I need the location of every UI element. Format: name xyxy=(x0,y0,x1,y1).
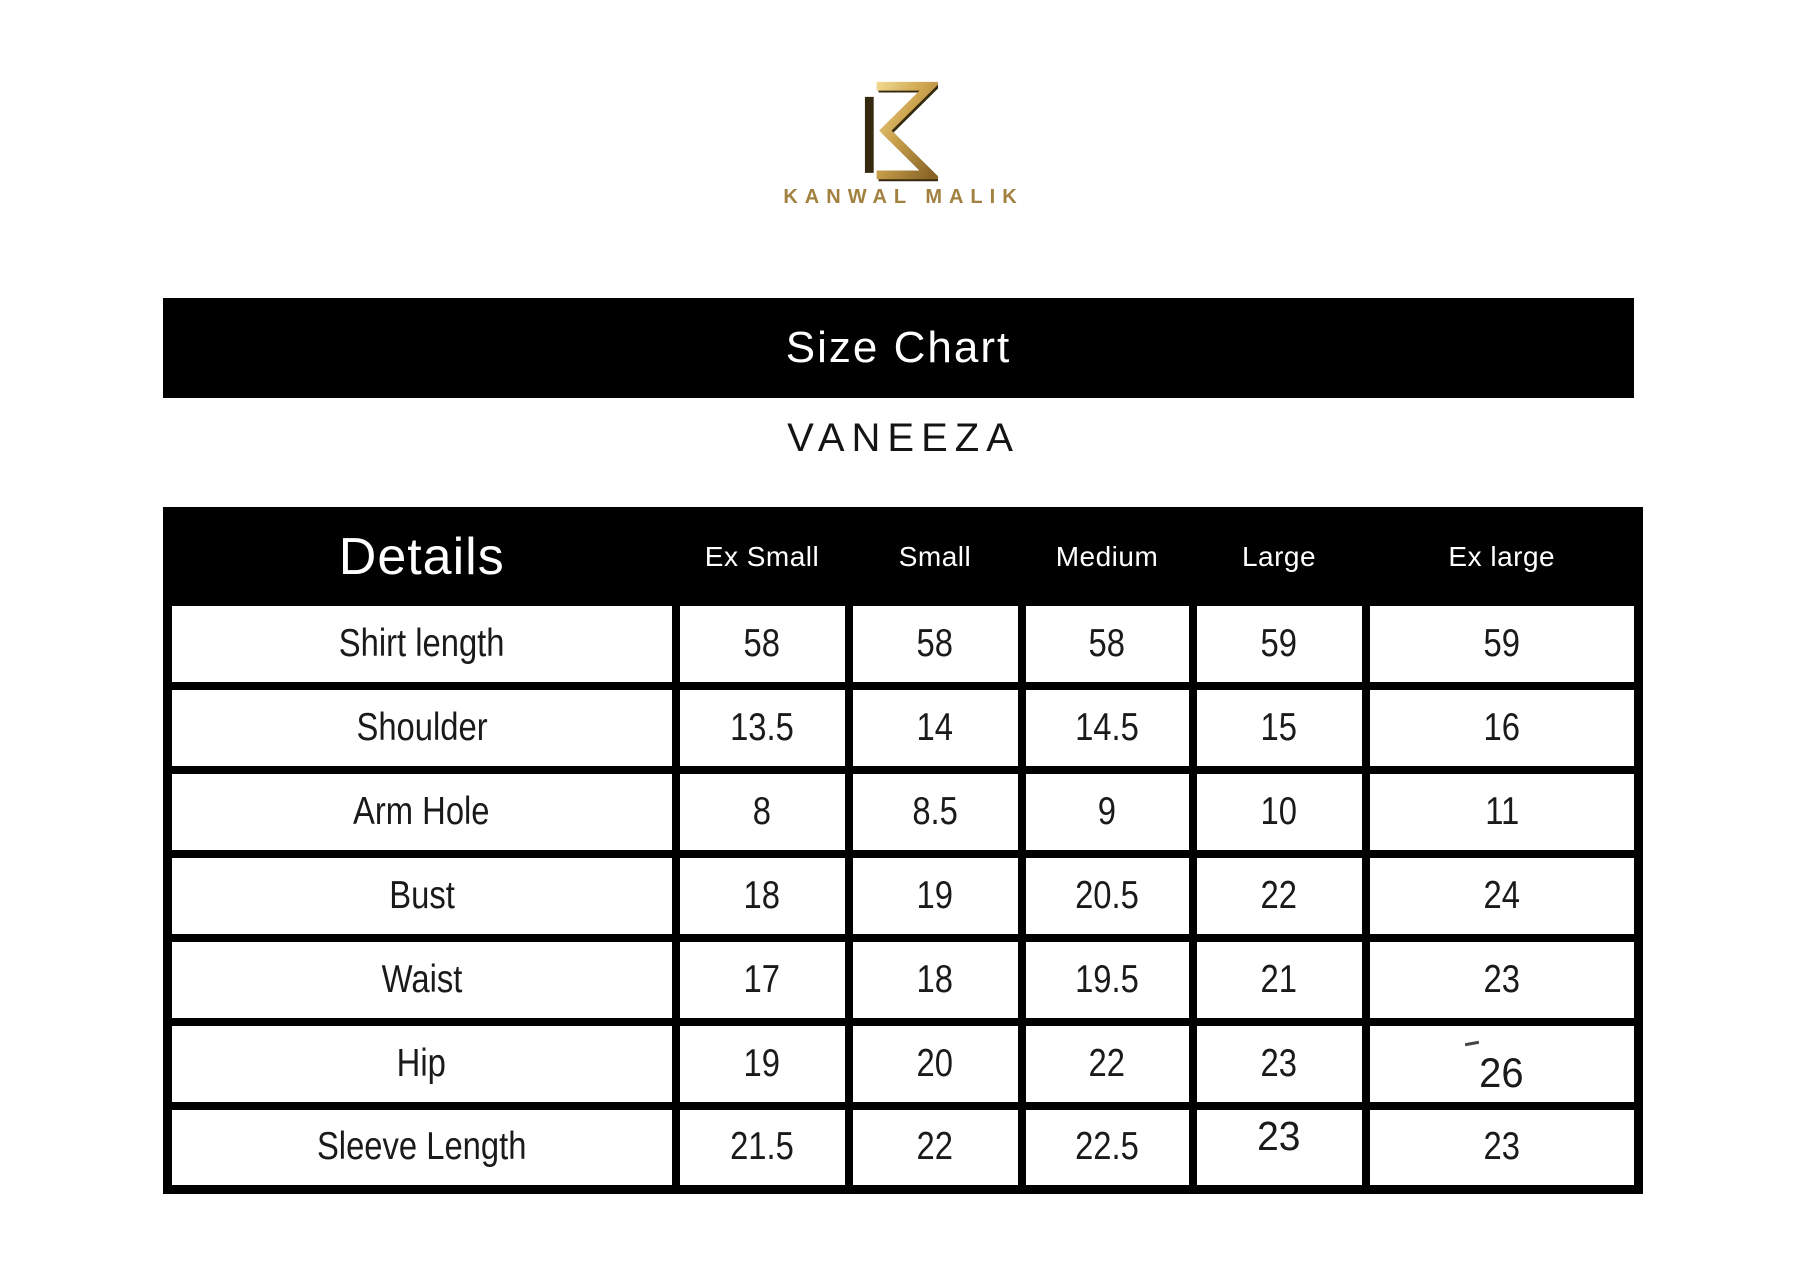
size-value-cell: 19.5 xyxy=(1022,938,1193,1022)
size-table xyxy=(163,507,1643,1194)
table-row-arm-hole xyxy=(168,770,1639,854)
size-value-cell: 9 xyxy=(1022,770,1193,854)
size-value-cell: 22 xyxy=(1022,1022,1193,1106)
size-value-cell: 21.5 xyxy=(676,1106,849,1190)
table-row-waist xyxy=(168,938,1639,1022)
size-value-cell: 18 xyxy=(849,938,1022,1022)
table-row-hip xyxy=(168,1022,1639,1106)
size-value-cell: 20.5 xyxy=(1022,854,1193,938)
size-value-cell: 21 xyxy=(1193,938,1366,1022)
row-label: Bust xyxy=(168,854,676,938)
size-value-cell: 15 xyxy=(1193,686,1366,770)
size-value-cell: 23 xyxy=(1366,938,1639,1022)
column-header-ex-large: Ex large xyxy=(1366,512,1639,602)
table-row-shoulder xyxy=(168,686,1639,770)
size-chart-title: Size Chart xyxy=(785,323,1012,372)
size-value-cell: 18 xyxy=(676,854,849,938)
size-value-cell: 19 xyxy=(849,854,1022,938)
size-value-cell: 13.5 xyxy=(676,686,849,770)
size-value-cell: 10 xyxy=(1193,770,1366,854)
row-label: Arm Hole xyxy=(168,770,676,854)
km-monogram-icon xyxy=(862,80,938,184)
table-row-sleeve-length xyxy=(168,1106,1639,1190)
row-label: Waist xyxy=(168,938,676,1022)
size-value-cell: 19 xyxy=(676,1022,849,1106)
size-value-cell: 24 xyxy=(1366,854,1639,938)
brand-header xyxy=(0,80,1800,209)
size-value-cell: 58 xyxy=(1022,602,1193,686)
size-value-cell: 59 xyxy=(1366,602,1639,686)
size-value-cell: 20 xyxy=(849,1022,1022,1106)
size-value-cell: 58 xyxy=(849,602,1022,686)
table-row-bust xyxy=(168,854,1639,938)
table-header-row xyxy=(168,512,1639,602)
row-label: Shoulder xyxy=(168,686,676,770)
size-value-cell: 17 xyxy=(676,938,849,1022)
size-chart-banner xyxy=(163,298,1634,398)
size-value-cell: 11 xyxy=(1366,770,1639,854)
product-name: VANEEZA xyxy=(787,416,1020,460)
size-value-cell: 58 xyxy=(676,602,849,686)
column-header-details: Details xyxy=(168,512,676,602)
column-header-medium: Medium xyxy=(1022,512,1193,602)
size-value-cell: 8.5 xyxy=(849,770,1022,854)
column-header-small: Small xyxy=(849,512,1022,602)
row-label: Hip xyxy=(168,1022,676,1106)
size-value-cell: 23 xyxy=(1366,1106,1639,1190)
column-header-large: Large xyxy=(1193,512,1366,602)
size-value-cell: 23 xyxy=(1193,1022,1366,1106)
size-value-cell: 26 xyxy=(1366,1022,1639,1106)
table-row-shirt-length xyxy=(168,602,1639,686)
size-value-cell: 22 xyxy=(1193,854,1366,938)
column-header-ex-small: Ex Small xyxy=(676,512,849,602)
size-value-cell: 59 xyxy=(1193,602,1366,686)
size-value-cell: 14 xyxy=(849,686,1022,770)
row-label: Sleeve Length xyxy=(168,1106,676,1190)
size-value-cell: 22 xyxy=(849,1106,1022,1190)
size-value-cell: 8 xyxy=(676,770,849,854)
brand-name: KANWAL MALIK xyxy=(783,186,1024,208)
size-value-cell: 14.5 xyxy=(1022,686,1193,770)
size-value-cell: 16 xyxy=(1366,686,1639,770)
size-value-cell: 23 xyxy=(1193,1106,1366,1190)
row-label: Shirt length xyxy=(168,602,676,686)
size-value-cell: 22.5 xyxy=(1022,1106,1193,1190)
